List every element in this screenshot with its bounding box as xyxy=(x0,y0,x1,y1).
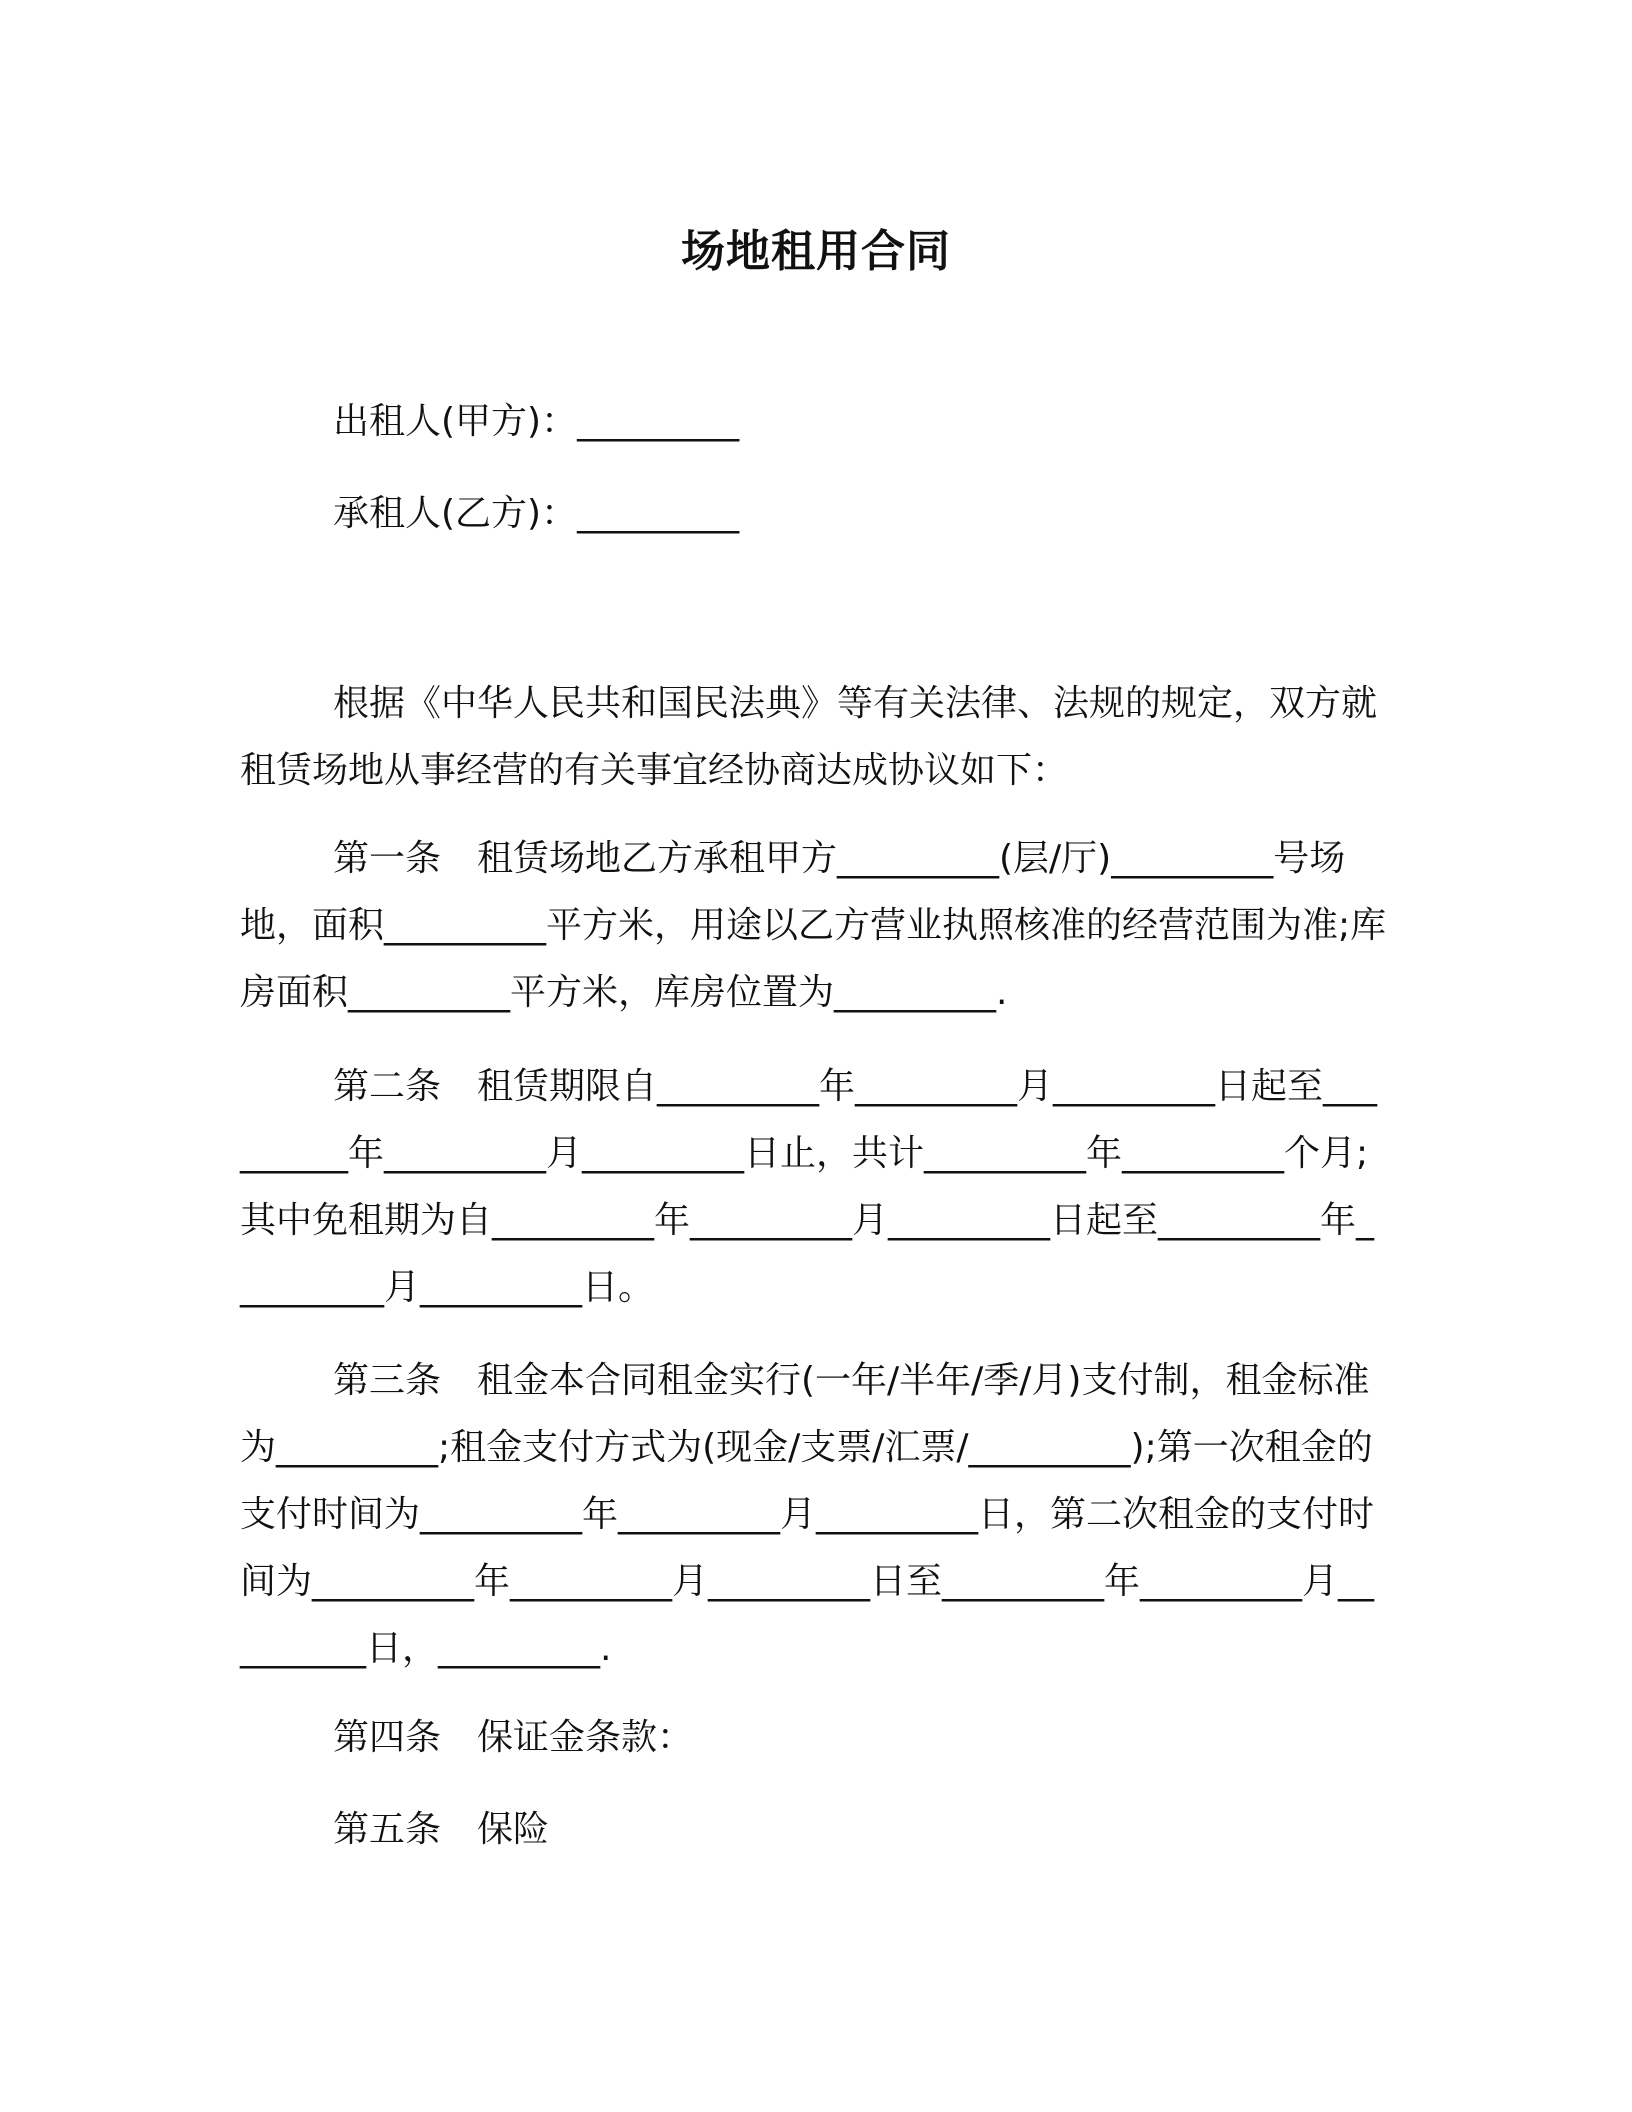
article-1-paragraph: 第一条 租赁场地乙方承租甲方_________(层/厅)_________号场地，面积_________平方米，用途以乙方营业执照核准的经营范围为准;库房面积_________平方米，库房位置为_________. xyxy=(240,838,1387,1013)
lessor-line: 出租人(甲方)：_________ xyxy=(333,401,740,442)
article-5-heading: 第五条 保险 xyxy=(333,1809,550,1850)
lessee-line: 承租人(乙方)：_________ xyxy=(333,493,740,534)
article-2-paragraph: 第二条 租赁期限自_________年_________月_________日起至_________年_________月_________日止，共计_________年_________个月;其中免租期为自_________年_________月_________日起至_________年_________月_________日。 xyxy=(240,1066,1378,1308)
preamble-paragraph: 根据《中华人民共和国民法典》等有关法律、法规的规定，双方就租赁场地从事经营的有关事宜经协商达成协议如下： xyxy=(240,683,1378,791)
document-title: 场地租用合同 xyxy=(681,226,951,277)
article-3-paragraph: 第三条 租金本合同租金实行(一年/半年/季/月)支付制，租金标准为_________;租金支付方式为(现金/支票/汇票/_________);第一次租金的支付时间为_________年_________月_________日，第二次租金的支付时间为_________年_________月_________日至_________年_________月_________日，_________. xyxy=(240,1360,1375,1669)
article-4-heading: 第四条 保证金条款： xyxy=(333,1717,694,1758)
